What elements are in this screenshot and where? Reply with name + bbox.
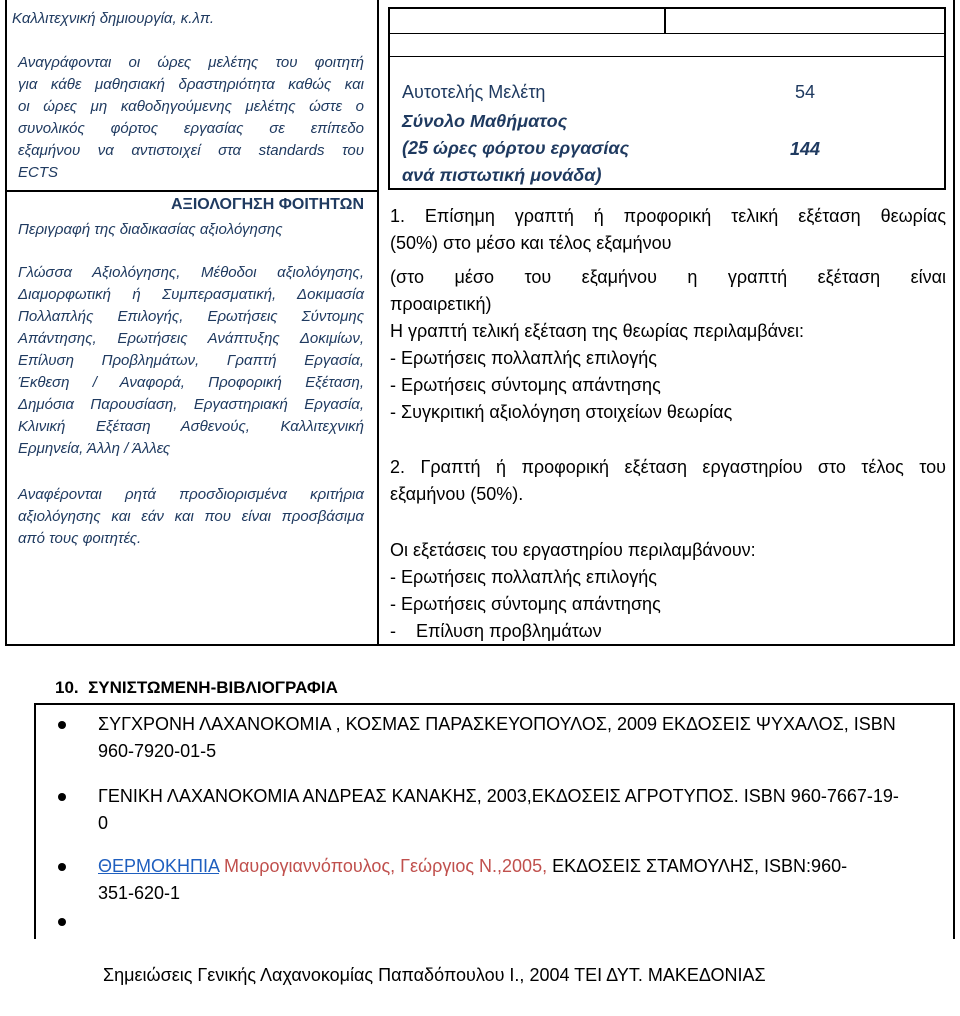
self-study-value: 54 bbox=[795, 82, 816, 102]
workload-row-line bbox=[388, 56, 946, 57]
total-label-line: (25 ώρες φόρτου εργασίας bbox=[402, 138, 630, 158]
bib-item bbox=[98, 908, 948, 1016]
theory-item: - Ερωτήσεις σύντομης απάντησης bbox=[390, 375, 661, 395]
bib-item bbox=[98, 711, 948, 765]
left-section-divider bbox=[5, 190, 379, 192]
lab-intro: Οι εξετάσεις του εργαστηρίου περιλαμβάνουν: bbox=[390, 540, 756, 560]
total-label-line: Σύνολο Μαθήματος bbox=[402, 111, 568, 131]
note-line: προαιρετική) bbox=[390, 294, 492, 314]
bib-item-line: Σημειώσεις Γενικής Λαχανοκομίας Παπαδόπουλου Ι., 2004 ΤΕΙ ΔΥΤ. ΜΑΚΕΔΟΝΙΑΣ bbox=[98, 965, 766, 985]
assessment-heading: ΑΞΙΟΛΟΓΗΣΗ ΦΟΙΤΗΤΩΝ bbox=[171, 196, 364, 213]
bib-box-top bbox=[34, 703, 955, 705]
assessment-criteria bbox=[18, 484, 364, 550]
theory-item: - Ερωτήσεις πολλαπλής επιλογής bbox=[390, 348, 657, 368]
methods-line: Ερμηνεία, Άλλη / Άλλες bbox=[18, 440, 171, 457]
methods-line: Δημόσια Παρουσίαση, Εργαστηριακή Εργασία, bbox=[18, 396, 364, 413]
item1-line: (50%) στο μέσο και τέλος εξαμήνου bbox=[390, 233, 672, 253]
desc-line: οι ώρες μη καθοδηγούμενης μελέτης ώστε ο bbox=[18, 98, 364, 115]
assessment-item-1-note bbox=[390, 264, 946, 426]
methods-line: Πολλαπλής Επιλογής, Ερωτήσεις Σύντομης bbox=[18, 308, 364, 325]
bib-box-right bbox=[953, 703, 955, 939]
lab-exam-list bbox=[390, 537, 946, 645]
note-line: (στο μέσο του εξαμήνου η γραπτή εξέταση είναι bbox=[390, 267, 946, 287]
item2-line: 2. Γραπτή ή προφορική εξέταση εργαστηρίου στο τέλος του bbox=[390, 457, 946, 477]
bib-item-line: 351-620-1 bbox=[98, 883, 181, 903]
bib-item bbox=[98, 783, 948, 837]
methods-line: Γλώσσα Αξιολόγησης, Μέθοδοι αξιολόγησης, bbox=[18, 264, 364, 281]
methods-line: Έκθεση / Αναφορά, Προφορική Εξέταση, bbox=[18, 374, 364, 391]
methods-line: Απάντησης, Ερωτήσεις Ανάπτυξης Δοκιμίων, bbox=[18, 330, 364, 347]
workload-box-mid bbox=[664, 7, 666, 33]
total-label-line: ανά πιστωτική μονάδα) bbox=[402, 165, 602, 185]
criteria-line: αξιολόγησης και εάν και που είναι προσβάσιμα bbox=[18, 508, 364, 525]
assessment-subheading: Περιγραφή της διαδικασίας αξιολόγησης bbox=[18, 221, 283, 238]
workload-description bbox=[18, 52, 364, 184]
table-right-border bbox=[953, 0, 955, 645]
methods-line: Κλινική Εξέταση Ασθενούς, Καλλιτεχνική bbox=[18, 418, 364, 435]
workload-box-right bbox=[944, 7, 946, 190]
item2-line: εξαμήνου (50%). bbox=[390, 484, 524, 504]
item1-line: 1. Επίσημη γραπτή ή προφορική τελική εξέταση θεωρίας bbox=[390, 206, 946, 226]
criteria-line: Αναφέρονται ρητά προσδιορισμένα κριτήρια bbox=[18, 486, 364, 503]
bib-item-line: ΣΥΓΧΡΟΝΗ ΛΑΧΑΝΟΚΟΜΙΑ , ΚΟΣΜΑΣ ΠΑΡΑΣΚΕΥΟΠΟΥΛΟΣ, 2009 ΕΚΔΟΣΕΙΣ ΨΥΧΑΛΟΣ, ISBN bbox=[98, 714, 896, 734]
bib-item bbox=[98, 853, 948, 907]
self-study-label: Αυτοτελής Μελέτη bbox=[402, 82, 546, 102]
theory-item: - Συγκριτική αξιολόγηση στοιχείων θεωρίας bbox=[390, 402, 733, 422]
methods-line: Διαμορφωτική ή Συμπερασματική, Δοκιμασία bbox=[18, 286, 364, 303]
bullet-icon bbox=[58, 863, 66, 871]
bib-item-line: ΓΕΝΙΚΗ ΛΑΧΑΝΟΚΟΜΙΑ ΑΝΔΡΕΑΣ ΚΑΝΑΚΗΣ, 2003,ΕΚΔΟΣΕΙΣ ΑΓΡΟΤΥΠΟΣ. ISBN 960-7667-19- bbox=[98, 786, 899, 806]
bib-author: Μαυρογιαννόπουλος, Γεώργιος Ν.,2005, bbox=[219, 856, 548, 876]
desc-line: Αναγράφονται οι ώρες μελέτης του φοιτητή bbox=[18, 54, 364, 71]
bullet-icon bbox=[58, 918, 66, 926]
desc-line: εξαμήνου να αντιστοιχεί στα standards του bbox=[18, 142, 364, 159]
bib-link-thermokipia[interactable]: ΘΕΡΜΟΚΗΠΙΑ bbox=[98, 856, 220, 876]
assessment-item-1 bbox=[390, 203, 946, 257]
top-fragment: Καλλιτεχνική δημιουργία, κ.λπ. bbox=[12, 10, 215, 27]
bullet-icon bbox=[58, 793, 66, 801]
total-label bbox=[402, 108, 629, 189]
desc-line: ECTS bbox=[18, 164, 59, 181]
bullet-icon bbox=[58, 721, 66, 729]
lab-item: - Ερωτήσεις σύντομης απάντησης bbox=[390, 594, 661, 614]
desc-line: για κάθε μαθησιακή δραστηριότητα καθώς και bbox=[18, 76, 364, 93]
methods-line: Επίλυση Προβλημάτων, Γραπτή Εργασία, bbox=[18, 352, 364, 369]
lab-item: - Επίλυση προβλημάτων bbox=[390, 621, 602, 641]
workload-box-left bbox=[388, 7, 390, 190]
bib-item-line: 960-7920-01-5 bbox=[98, 741, 217, 761]
lab-item: - Ερωτήσεις πολλαπλής επιλογής bbox=[390, 567, 657, 587]
total-value: 144 bbox=[790, 139, 821, 159]
workload-box-top bbox=[388, 7, 946, 9]
bib-box-left bbox=[34, 703, 36, 939]
bib-item-line bbox=[98, 853, 948, 880]
desc-line: συνολικός φόρτος εργασίας σε επίπεδο bbox=[18, 120, 364, 137]
assessment-item-2 bbox=[390, 454, 946, 508]
bibliography-heading: 10. ΣΥΝΙΣΤΩΜΕΝΗ-ΒΙΒΛΙΟΓΡΑΦΙΑ bbox=[55, 678, 338, 697]
bib-rest: ΕΚΔΟΣΕΙΣ ΣΤΑΜΟΥΛΗΣ, ISBN:960- bbox=[547, 856, 848, 876]
criteria-line: από τους φοιτητές. bbox=[18, 530, 142, 547]
table-left-border bbox=[5, 0, 7, 645]
workload-cell-fragment bbox=[12, 8, 372, 30]
assessment-methods bbox=[18, 262, 364, 460]
theory-intro: Η γραπτή τελική εξέταση της θεωρίας περιλαμβάνει: bbox=[390, 321, 804, 341]
workload-row-line bbox=[388, 33, 946, 34]
table-divider bbox=[377, 0, 379, 645]
bib-item-line: 0 bbox=[98, 813, 109, 833]
